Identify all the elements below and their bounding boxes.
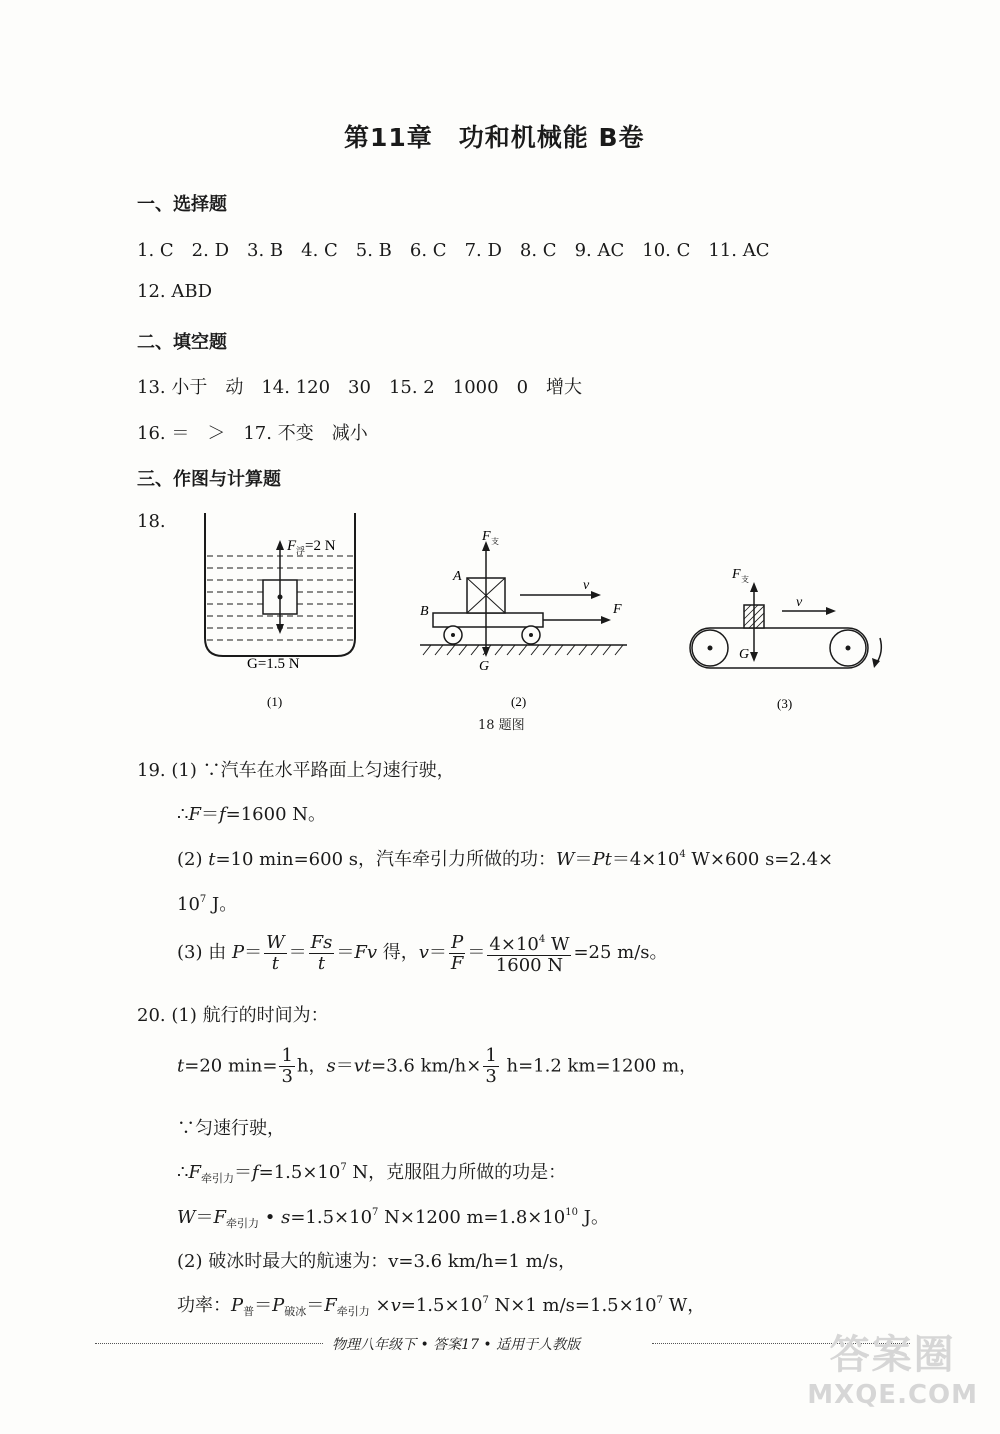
fraction-1-3: [279, 1046, 294, 1087]
power-label: 功率：: [177, 1295, 231, 1316]
force-exp: 7: [340, 1162, 347, 1173]
numerator: P: [449, 933, 466, 954]
var-F: F: [213, 1207, 227, 1228]
label-b: B: [420, 604, 429, 619]
num-unit: W: [545, 934, 570, 955]
sub-qianyinli: 牵引力: [200, 1172, 234, 1185]
var-W: W: [177, 1207, 196, 1228]
ground-hatch: [423, 645, 623, 655]
q19-line2: [177, 800, 326, 826]
speed-text: =3.6 km/h×: [371, 1055, 482, 1077]
choice-answers-line1: 1. C 2. D 3. B 4. C 5. B 6. C 7. D 8. C 9. AC 10. C 11. AC: [137, 240, 770, 261]
eq: ＝: [306, 1295, 325, 1316]
var-P: P: [272, 1295, 285, 1316]
fraction-1-3-b: [483, 1046, 498, 1087]
numerator: 1: [281, 1045, 293, 1066]
time-text: =20 min=: [184, 1055, 278, 1077]
q19-part2-label: (2): [177, 849, 209, 870]
denominator: t: [271, 952, 279, 974]
velocity-arrowhead: [591, 591, 601, 599]
q19-part2-text: =10 min=600 s，汽车牵引力所做的功：: [215, 849, 556, 870]
eq: ＝: [467, 942, 486, 963]
power-exp: 4: [679, 849, 686, 860]
force-base: =1.5×10: [258, 1162, 341, 1183]
section-heading-fill: 二、填空题: [137, 332, 227, 353]
figure-3-conveyor: [688, 560, 898, 720]
numerator: W: [266, 931, 285, 953]
figure-2-cart: [415, 525, 635, 725]
support-sub: 支: [741, 575, 749, 584]
var-f: f: [251, 1162, 259, 1183]
pulley-right-hub: [846, 646, 851, 651]
q19-part3-label: (3) 由: [177, 942, 232, 963]
q19-part2-tail: W×600 s=2.4×: [685, 849, 834, 870]
eq: ＝: [336, 942, 355, 963]
figure-1-caption: (1): [267, 694, 283, 709]
q19-var-F: F: [188, 804, 201, 825]
figure-3-caption: (3): [777, 696, 793, 711]
denominator: 3: [281, 1066, 293, 1087]
unit: J。: [206, 894, 238, 915]
label-v: v: [583, 578, 590, 593]
eq: ＝: [233, 1162, 252, 1183]
q20-line6: (2) 破冰时最大的航速为：v=3.6 km/h=1 m/s，: [177, 1251, 577, 1272]
buoyancy-sub: 浮: [296, 546, 306, 556]
q20-line7: [177, 1291, 705, 1319]
var-F: F: [324, 1295, 337, 1316]
figure-2-caption: (2): [511, 694, 527, 709]
sub-qianyinli: 牵引力: [336, 1305, 370, 1318]
var-t: t: [208, 849, 216, 870]
dot: •: [259, 1207, 282, 1228]
work-base: =1.5×10: [290, 1207, 373, 1228]
section-heading-choice: 一、选择题: [137, 194, 227, 215]
fraction-value: [487, 930, 571, 976]
label-a: A: [453, 569, 462, 584]
var-W: W: [555, 849, 575, 870]
pulley-left-hub: [708, 646, 713, 651]
label-g: G: [739, 647, 750, 662]
power-base: =1.5×10: [400, 1295, 483, 1316]
power-exp: 7: [482, 1295, 489, 1306]
var-P: P: [231, 1295, 244, 1316]
denominator: 1600 N: [495, 955, 564, 976]
unit-h: h，: [296, 1055, 327, 1077]
var-Pt: Pt: [592, 849, 612, 870]
eq: ＝: [254, 1295, 273, 1316]
wheel-hub-left: [451, 633, 455, 637]
var-t: t: [177, 1055, 185, 1077]
fraction-p-f: [449, 933, 466, 974]
text-de: 得，: [377, 942, 419, 963]
var-vt: vt: [353, 1055, 372, 1077]
figure-1-beaker: [195, 508, 375, 723]
watermark: [807, 1323, 978, 1410]
q20-line5: [177, 1203, 609, 1231]
support-label: F: [482, 529, 491, 544]
buoyancy-arrowhead: [276, 540, 284, 550]
support-sub: 支: [491, 537, 499, 546]
q19-eq: ＝: [200, 804, 219, 825]
label-g: G: [479, 659, 490, 674]
force-tail: N，克服阻力所做的功是：: [346, 1162, 567, 1183]
buoyancy-value: =2 N: [305, 538, 336, 554]
gravity-arrowhead: [750, 652, 758, 662]
page-footer: 物理八年级下 • 答案17 • 适用于人教版: [332, 1337, 581, 1353]
q20-line1: 20. (1) 航行的时间为：: [137, 1005, 329, 1026]
var-v: v: [418, 942, 429, 963]
gravity-arrowhead: [482, 647, 490, 657]
support-arrowhead: [750, 582, 758, 592]
q19-var-f: f: [218, 804, 226, 825]
fill-answers-line1: 13. 小于 动 14. 120 30 15. 2 1000 0 增大: [137, 377, 583, 398]
eq: ＝: [288, 942, 307, 963]
power-exp2: 7: [656, 1295, 663, 1306]
times: ×: [369, 1295, 391, 1316]
velocity-arrowhead: [826, 607, 836, 615]
pull-arrowhead: [601, 616, 611, 624]
eq: ＝: [195, 1207, 214, 1228]
fraction-w-t: [264, 933, 287, 974]
denominator: 3: [485, 1066, 497, 1087]
work-unit: J。: [578, 1207, 609, 1228]
buoyancy-label: F: [287, 538, 297, 554]
var-s: s: [281, 1207, 291, 1228]
numerator: 1: [485, 1045, 497, 1066]
support-label: F: [732, 567, 741, 582]
exp-base: 10: [177, 894, 200, 915]
q19-line1: 19. (1) ∵汽车在水平路面上匀速行驶，: [137, 760, 455, 781]
eq: ＝: [244, 942, 263, 963]
q20-line2: [177, 1046, 697, 1087]
fraction-fs-t: [309, 933, 335, 974]
numerator: Fs: [310, 931, 333, 953]
q19-line3: [177, 845, 833, 871]
var-s: s: [326, 1055, 336, 1077]
work-exp2: 10: [565, 1207, 578, 1218]
power-base: ＝4×10: [611, 849, 680, 870]
work-exp: 7: [372, 1207, 379, 1218]
q19-line5: [177, 930, 668, 976]
gravity-arrowhead: [276, 624, 284, 634]
fill-answers-line2: 16. ＝ ＞ 17. 不变 减小: [137, 423, 368, 444]
q19-therefore: ∴: [177, 804, 189, 825]
label-v: v: [796, 595, 803, 610]
q20-line3: ∵匀速行驶，: [177, 1118, 285, 1139]
distance-text: h=1.2 km=1200 m，: [500, 1055, 698, 1077]
wheel-hub-right: [529, 633, 533, 637]
watermark-bottom: MXQE.COM: [807, 1380, 978, 1410]
exp-power: 7: [199, 894, 207, 905]
var-F: F: [188, 1162, 201, 1183]
page-title: 第11章 功和机械能 B卷: [344, 123, 645, 152]
eq: ＝: [428, 942, 447, 963]
eq: ＝: [335, 1055, 354, 1077]
var-P: P: [231, 942, 245, 963]
eq: ＝: [574, 849, 593, 870]
num-base: 4×10: [489, 934, 539, 955]
work-mid: N×1200 m=1.8×10: [378, 1207, 566, 1228]
q18-number: 18.: [137, 511, 166, 532]
denominator: F: [450, 952, 464, 974]
watermark-top: 答案圈: [829, 1332, 956, 1378]
power-mid: N×1 m/s=1.5×10: [488, 1295, 657, 1316]
cart-body: [433, 613, 543, 627]
q19-line4: [177, 890, 237, 916]
num-exp: 4: [538, 934, 546, 945]
choice-answers-line2: 12. ABD: [137, 281, 213, 302]
sub-pobing: 破冰: [284, 1305, 307, 1318]
denominator: t: [317, 952, 326, 974]
section-heading-calc: 三、作图与计算题: [137, 469, 281, 490]
q20-line4: [177, 1158, 566, 1186]
therefore: ∴: [177, 1162, 189, 1183]
q19-value: =1600 N。: [225, 804, 326, 825]
gravity-label: G=1.5 N: [247, 656, 300, 672]
power-unit: W，: [662, 1295, 706, 1316]
result: =25 m/s。: [573, 942, 668, 963]
figure-18-caption: 18 题图: [478, 718, 525, 733]
footer-rule-left: [95, 1343, 323, 1344]
sub-pu: 普: [243, 1305, 255, 1318]
label-f: F: [613, 602, 622, 617]
sub-qianyinli: 牵引力: [226, 1217, 260, 1230]
numerator: [487, 930, 571, 956]
var-v: v: [390, 1295, 401, 1316]
var-Fv: Fv: [354, 942, 377, 963]
